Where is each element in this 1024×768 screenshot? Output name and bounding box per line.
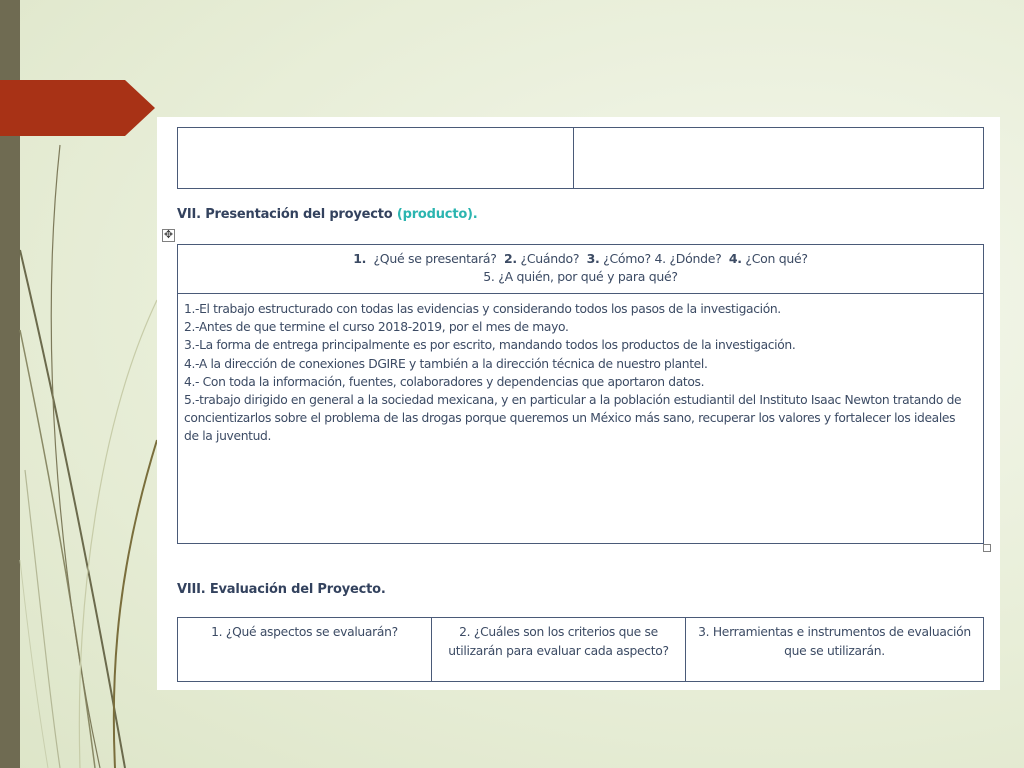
table-move-handle-icon[interactable]: ✥ — [163, 229, 174, 241]
questions-line-1 — [178, 250, 983, 268]
questions-line-2: 5. ¿A quién, por qué y para qué? — [483, 269, 678, 284]
document-page — [157, 117, 1000, 690]
evaluation-col-tools: 3. Herramientas e instrumentos de evaluación que se utilizarán. — [698, 625, 971, 658]
top-table — [177, 127, 984, 189]
q2-text: ¿Cuándo? — [520, 251, 580, 266]
evaluation-table — [177, 617, 984, 682]
answers-body — [184, 300, 969, 446]
answer-item: 2.-Antes de que termine el curso 2018-2019, por el mes de mayo. — [184, 320, 569, 335]
q3-text: ¿Cómo? — [603, 251, 651, 266]
answer-item: 5.-trabajo dirigido en general a la sociedad mexicana, y en particular a la población estudiantil del Instituto Isaac Newton tratando de concientizarlos sobre el problema de las drogas porque queremos un México más sano, recuperar los valores y fortalecer los ideales de la juventud. — [184, 393, 962, 444]
answer-item: 4.- Con toda la información, fuentes, colaboradores y dependencias que aportaron datos. — [184, 374, 705, 389]
q4-text: 4. ¿Dónde? — [654, 251, 722, 266]
answer-item: 3.-La forma de entrega principalmente es por escrito, mandando todos los productos de la investigación. — [184, 338, 796, 353]
questions-header — [178, 245, 983, 294]
q5-text: ¿Con qué? — [745, 251, 808, 266]
answer-item: 1.-El trabajo estructurado con todas las evidencias y considerando todos los pasos de la investigación. — [184, 302, 781, 316]
arrow-banner — [0, 80, 155, 136]
section-7-title-text: VII. Presentación del proyecto — [177, 207, 393, 222]
table-resize-handle[interactable] — [983, 544, 991, 552]
table-divider — [573, 128, 574, 188]
evaluation-col-aspects: 1. ¿Qué aspectos se evaluarán? — [178, 618, 432, 681]
q1-text: ¿Qué se presentará? — [373, 251, 497, 266]
section-8-title: VIII. Evaluación del Proyecto. — [177, 582, 386, 597]
q1-number: 1. — [353, 251, 367, 266]
section-7-title — [177, 207, 478, 222]
answer-item: 4.-A la dirección de conexiones DGIRE y también a la dirección técnica de nuestro plantel. — [184, 356, 708, 371]
section-7-title-accent: (producto). — [396, 207, 478, 222]
q3-number: 3. — [586, 251, 600, 266]
presentation-table — [177, 244, 984, 544]
q2-number: 2. — [503, 251, 517, 266]
evaluation-col-criteria: 2. ¿Cuáles son los criterios que se utilizarán para evaluar cada aspecto? — [432, 618, 686, 681]
q5-number: 4. — [728, 251, 742, 266]
